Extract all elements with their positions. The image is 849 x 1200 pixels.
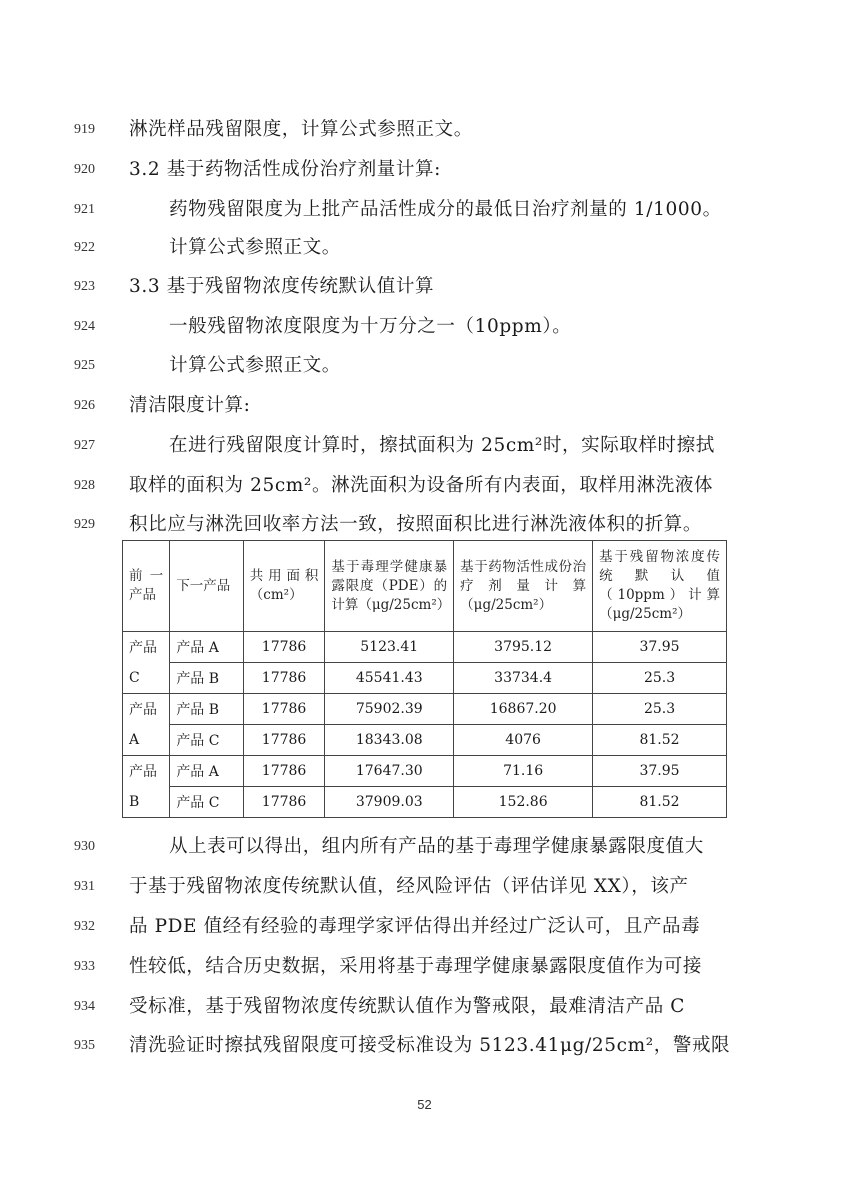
area-cell: 17786 <box>243 756 325 787</box>
area-cell: 17786 <box>243 663 325 694</box>
line-number: 921 <box>74 202 95 217</box>
header-next-product: 下一产品 <box>170 541 243 632</box>
next-product-cell: 产品 C <box>170 787 243 818</box>
line-text: 从上表可以得出，组内所有产品的基于毒理学健康暴露限度值大 <box>169 836 704 857</box>
text-line <box>0 431 849 461</box>
next-product-cell: 产品 B <box>170 694 243 725</box>
pde-cell: 17647.30 <box>325 756 454 787</box>
pde-cell: 37909.03 <box>325 787 454 818</box>
line-number: 935 <box>74 1038 95 1053</box>
line-text: 计算公式参照正文。 <box>169 237 341 258</box>
table-row <box>123 725 727 756</box>
header-shared-area: 共用面积（cm²） <box>243 541 325 632</box>
header-ppm-limit: 基于残留物浓度传统默认值（10ppm）计算（μg/25cm²） <box>593 541 727 632</box>
text-line <box>0 115 849 145</box>
line-number: 934 <box>74 999 95 1014</box>
line-text: 品 PDE 值经有经验的毒理学家评估得出并经过广泛认可，且产品毒 <box>129 916 701 937</box>
line-number: 923 <box>74 279 95 294</box>
previous-product-cell: 产品 C <box>123 632 170 694</box>
text-line <box>0 272 849 302</box>
ppm-cell: 81.52 <box>593 725 727 756</box>
line-text: 清洗验证时擦拭残留限度可接受标准设为 5123.41μg/25cm²，警戒限 <box>129 1035 731 1056</box>
next-product-cell: 产品 A <box>170 756 243 787</box>
line-text: 受标准，基于残留物浓度传统默认值作为警戒限，最难清洁产品 C <box>129 996 686 1017</box>
previous-product-cell: 产品 A <box>123 694 170 756</box>
section-heading: 3.2 基于药物活性成份治疗剂量计算: <box>129 159 441 180</box>
pde-cell: 5123.41 <box>325 632 454 663</box>
area-cell: 17786 <box>243 787 325 818</box>
line-number: 933 <box>74 959 95 974</box>
line-number: 920 <box>74 162 95 177</box>
pde-cell: 18343.08 <box>325 725 454 756</box>
text-line <box>0 233 849 263</box>
text-line <box>0 832 849 862</box>
header-previous-product: 前一产品 <box>123 541 170 632</box>
line-number: 924 <box>74 319 95 334</box>
dose-cell: 152.86 <box>454 787 593 818</box>
text-line <box>0 195 849 225</box>
line-number: 929 <box>74 517 95 532</box>
line-text: 清洁限度计算: <box>129 395 251 416</box>
ppm-cell: 37.95 <box>593 756 727 787</box>
ppm-cell: 37.95 <box>593 632 727 663</box>
line-number: 927 <box>74 438 95 453</box>
dose-cell: 71.16 <box>454 756 593 787</box>
line-number: 928 <box>74 478 95 493</box>
next-product-cell: 产品 B <box>170 663 243 694</box>
line-text: 计算公式参照正文。 <box>169 355 341 376</box>
line-text: 取样的面积为 25cm²。淋洗面积为设备所有内表面，取样用淋洗液体 <box>129 475 714 496</box>
area-cell: 17786 <box>243 632 325 663</box>
pde-cell: 75902.39 <box>325 694 454 725</box>
ppm-cell: 25.3 <box>593 694 727 725</box>
text-line <box>0 312 849 342</box>
header-pde-limit: 基于毒理学健康暴露限度（PDE）的计算（μg/25cm²） <box>325 541 454 632</box>
area-cell: 17786 <box>243 725 325 756</box>
ppm-cell: 25.3 <box>593 663 727 694</box>
header-dose-limit: 基于药物活性成份治疗剂量计算（μg/25cm²） <box>454 541 593 632</box>
table-header-row <box>123 541 727 632</box>
table-row <box>123 694 727 725</box>
text-line <box>0 952 849 982</box>
line-text: 在进行残留限度计算时，擦拭面积为 25cm²时，实际取样时擦拭 <box>169 435 715 456</box>
line-number: 931 <box>74 879 95 894</box>
text-line <box>0 471 849 501</box>
previous-product-cell: 产品 B <box>123 756 170 818</box>
table-row <box>123 663 727 694</box>
text-line <box>0 872 849 902</box>
text-line <box>0 351 849 381</box>
table-row <box>123 787 727 818</box>
next-product-cell: 产品 A <box>170 632 243 663</box>
dose-cell: 33734.4 <box>454 663 593 694</box>
ppm-cell: 81.52 <box>593 787 727 818</box>
line-number: 930 <box>74 839 95 854</box>
table-row <box>123 632 727 663</box>
dose-cell: 16867.20 <box>454 694 593 725</box>
line-text: 淋洗样品残留限度，计算公式参照正文。 <box>129 119 473 140</box>
dose-cell: 4076 <box>454 725 593 756</box>
line-text: 于基于残留物浓度传统默认值，经风险评估（评估详见 XX），该产 <box>129 876 689 897</box>
line-text: 性较低，结合历史数据，采用将基于毒理学健康暴露限度值作为可接 <box>129 956 703 977</box>
text-line <box>0 912 849 942</box>
table-row <box>123 756 727 787</box>
next-product-cell: 产品 C <box>170 725 243 756</box>
line-text: 积比应与淋洗回收率方法一致，按照面积比进行淋洗液体积的折算。 <box>129 514 703 535</box>
text-line <box>0 992 849 1022</box>
area-cell: 17786 <box>243 694 325 725</box>
residue-limit-table <box>122 540 727 818</box>
section-heading: 3.3 基于残留物浓度传统默认值计算 <box>129 276 435 297</box>
text-line <box>0 510 849 540</box>
line-number: 925 <box>74 358 95 373</box>
dose-cell: 3795.12 <box>454 632 593 663</box>
page-number: 52 <box>417 1097 432 1112</box>
line-number: 919 <box>74 122 95 137</box>
line-number: 932 <box>74 919 95 934</box>
line-number: 922 <box>74 240 95 255</box>
line-text: 药物残留限度为上批产品活性成分的最低日治疗剂量的 1/1000。 <box>169 199 722 220</box>
text-line <box>0 1031 849 1061</box>
line-number: 926 <box>74 398 95 413</box>
line-text: 一般残留物浓度限度为十万分之一（10ppm）。 <box>169 316 572 337</box>
text-line <box>0 391 849 421</box>
text-line <box>0 155 849 185</box>
pde-cell: 45541.43 <box>325 663 454 694</box>
